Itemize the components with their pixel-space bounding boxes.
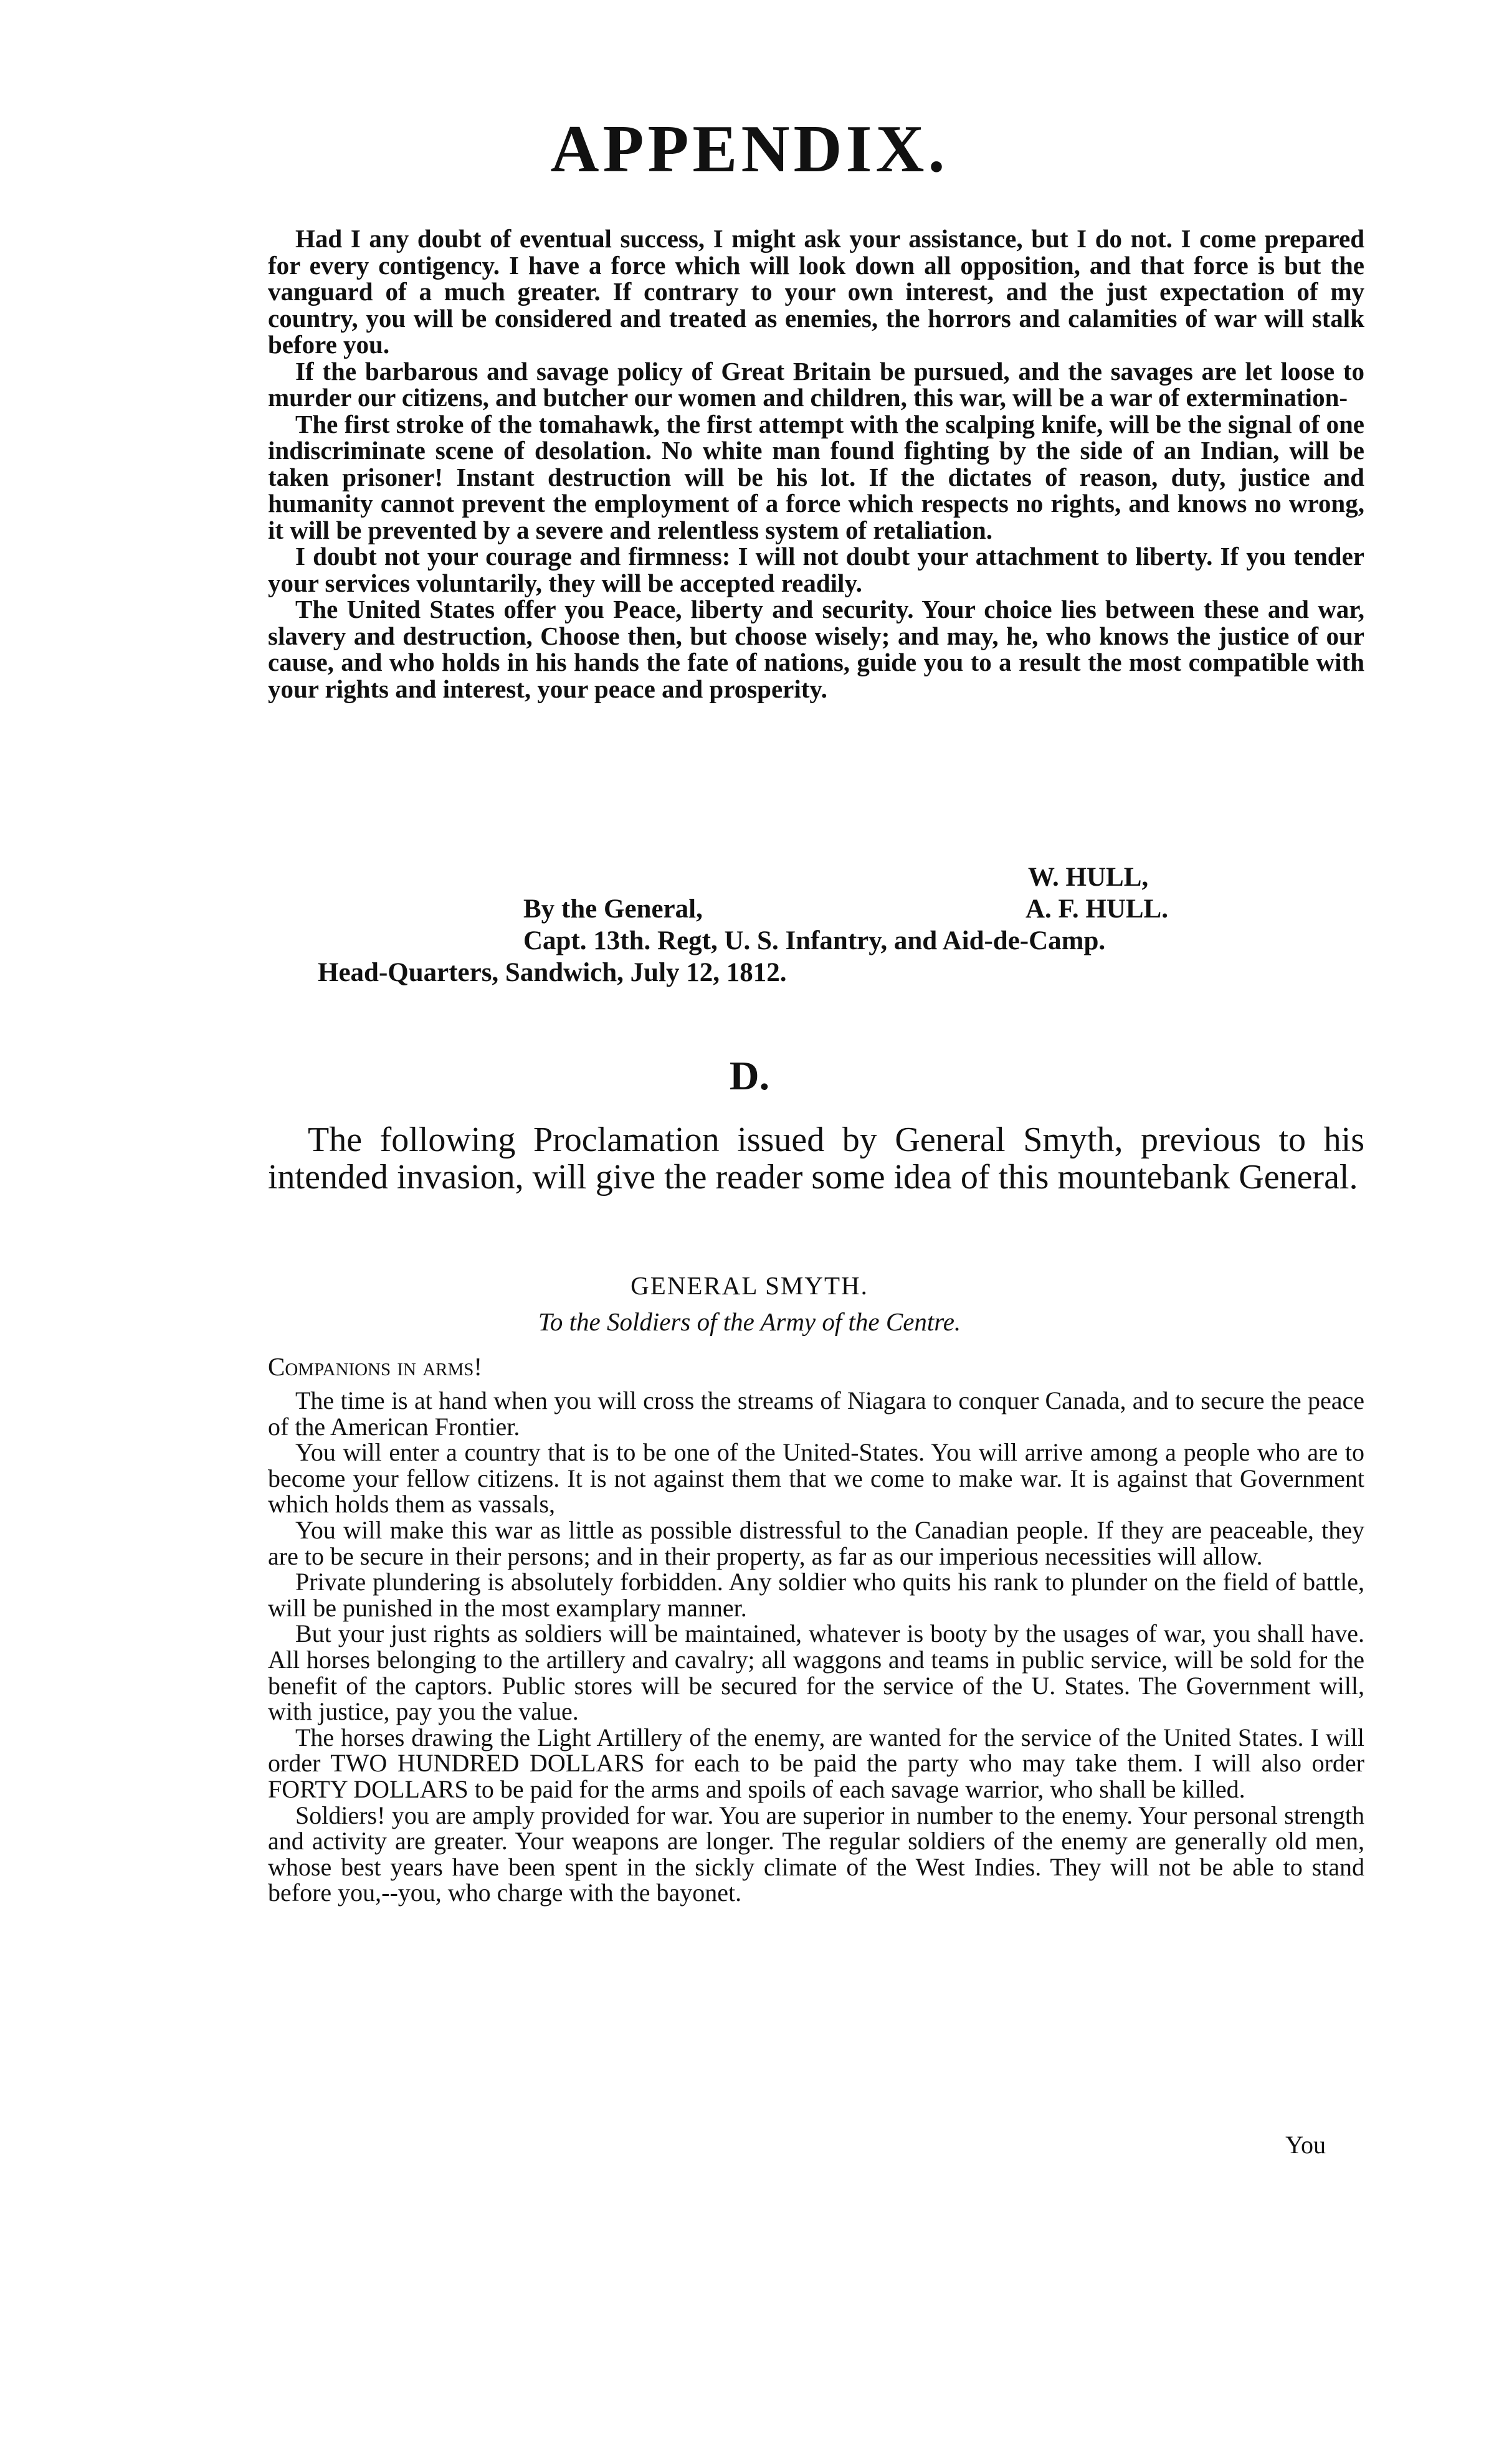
catchword: You	[1285, 2131, 1326, 2159]
proclamation-paragraph: You will enter a country that is to be one of the United-States. You will arrive among a people who are to become your fellow citizens. It is not against them that we come to make war. It is against that Government which holds them as vassals,	[268, 1438, 1364, 1519]
proclamation-paragraph: Private plundering is absolutely forbidden. Any soldier who quits his rank to plunder on the field of battle, will be punished in the most examplary manner.	[268, 1568, 1364, 1622]
place-date: Head-Quarters, Sandwich, July 12, 1812.	[318, 958, 787, 987]
signature-block	[268, 861, 1364, 988]
intro-text: The following Proclamation issued by General Smyth, previous to his intended invasion, will give the reader some idea of this mountebank General.	[268, 1121, 1364, 1196]
hull-paragraph: I doubt not your courage and firmness: I will not doubt your attachment to liberty. If you tender your services voluntarily, they will be accepted readily.	[268, 542, 1364, 597]
salutation: Companions in arms!	[268, 1352, 483, 1381]
proclamation-paragraph: But your just rights as soldiers will be maintained, whatever is booty by the usages of war, you shall have. All horses belonging to the artillery and cavalry; all waggons and teams in public service, will be sold for the benefit of the captors. Public stores will be secured for the service of the U. States. The Government will, with justice, pay you the value.	[268, 1619, 1364, 1726]
aide-rank: Capt. 13th. Regt, U. S. Infantry, and Aid-de-Camp.	[523, 926, 1106, 955]
hull-paragraph: If the barbarous and savage policy of Great Britain be pursued, and the savages are let loose to murder our citizens, and butcher our women and children, this war, will be a war of extermination-	[268, 356, 1364, 412]
proclamation-paragraph: You will make this war as little as possible distressful to the Canadian people. If they are peaceable, they are to be secure in their persons; and in their property, as far as our imperious necessities will allow.	[268, 1515, 1364, 1570]
signer-name: W. HULL,	[1028, 863, 1149, 892]
section-letter: D.	[729, 1053, 770, 1099]
proclamation-address: To the Soldiers of the Army of the Centre.	[538, 1307, 961, 1336]
hull-paragraph: The first stroke of the tomahawk, the first attempt with the scalping knife, will be the signal of one indiscriminate scene of desolation. No white man found fighting by the side of an Indian, will be taken prisoner! Instant destruction will be his lot. If the dictates of reason, duty, justice and humanity cannot prevent the employment of a force which respects no rights, and knows no wrong, it will be prevented by a severe and relentless system of retaliation.	[268, 409, 1364, 544]
hull-paragraph: The United States offer you Peace, liberty and security. Your choice lies between these and war, slavery and destruction, Choose then, but choose wisely; and may, he, who knows the justice of our cause, and who holds in his hands the fate of nations, guide you to a result the most compatible with your rights and interest, your peace and prosperity.	[268, 595, 1364, 703]
hull-proclamation-text	[268, 225, 1364, 702]
hull-paragraph: Had I any doubt of eventual success, I might ask your assistance, but I do not. I come prepared for every contigency. I have a force which will look down all opposition, and that force is but the vanguard of a much greater. If contrary to your own interest, and the just expectation of my country, you will be considered and treated as enemies, the horrors and calamities of war will stalk before you.	[268, 224, 1364, 359]
by-line: By the General,	[523, 894, 703, 924]
running-head: APPENDIX.	[550, 112, 949, 186]
proclamation-title: GENERAL SMYTH.	[631, 1271, 868, 1300]
proclamation-paragraph: The horses drawing the Light Artillery of the enemy, are wanted for the service of the United States. I will order TWO HUNDRED DOLLARS for each to be paid the party who may take them. I will also order FORTY DOLLARS to be paid for the arms and spoils of each savage warrior, who shall be killed.	[268, 1723, 1364, 1803]
aide-name: A. F. HULL.	[1026, 894, 1168, 924]
proclamation-paragraph: The time is at hand when you will cross the streams of Niagara to conquer Canada, and to secure the peace of the American Frontier.	[268, 1386, 1364, 1441]
proclamation-paragraph: Soldiers! you are amply provided for war. You are superior in number to the enemy. Your personal strength and activity are greater. Your weapons are longer. The regular soldiers of the enemy are generally old men, whose best years have been spent in the sickly climate of the West Indies. They will not be able to stand before you,--you, who charge with the bayonet.	[268, 1801, 1364, 1907]
smyth-proclamation-text	[268, 1388, 1364, 1906]
